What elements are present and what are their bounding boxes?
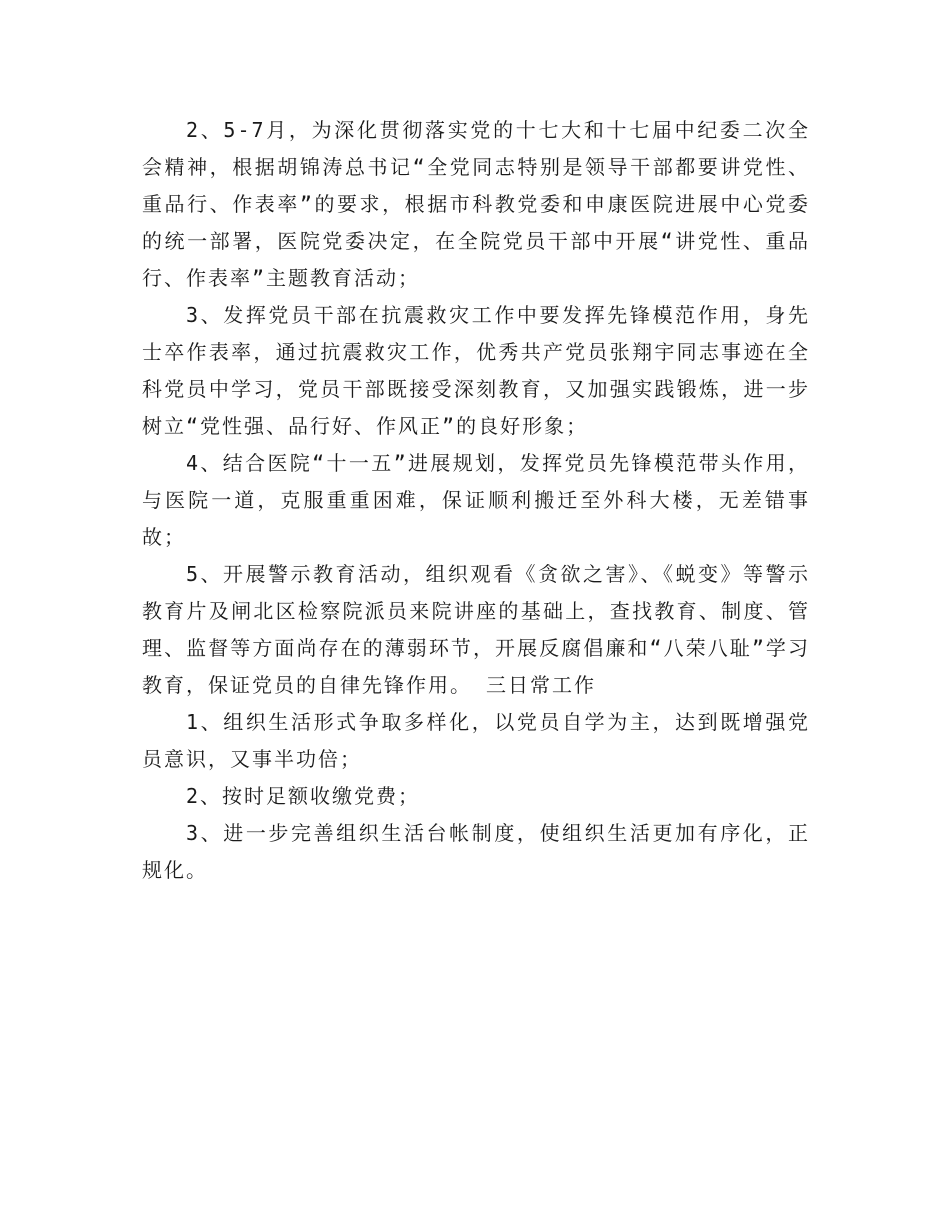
paragraph-daily-work-item-2: 2、按时足额收缴党费； (186, 784, 421, 808)
paragraph-daily-work-item-1: 1、组织生活形式争取多样化，以党员自学为主，达到既增强党员意识，又事半功倍； (142, 710, 810, 771)
paragraph-item-4-hospital-planning: 4、结合医院“十一五”进展规划，发挥党员先锋模范带头作用，与医院一道，克服重重困难，保证顺利搬迁至外科大楼，无差错事故； (142, 451, 810, 549)
paragraph-item-3-earthquake-relief: 3、发挥党员干部在抗震救灾工作中要发挥先锋模范作用，身先士卒作表率，通过抗震救灾工作，优秀共产党员张翔宇同志事迹在全科党员中学习，党员干部既接受深刻教育，又加强实践锻炼，进一步树立“党性强、品行好、作风正”的良好形象； (142, 303, 810, 438)
paragraph-item-5-warning-education: 5、开展警示教育活动，组织观看《贪欲之害》、《蜕变》等警示教育片及闸北区检察院派员来院讲座的基础上，查找教育、制度、管理、监督等方面尚存在的薄弱环节，开展反腐倡廉和“八荣八耻”学习教育，保证党员的自律先锋作用。 三日常工作 (142, 562, 810, 697)
document-body (142, 112, 810, 889)
paragraph-item-2-themed-education: 2、5-7月，为深化贯彻落实党的十七大和十七届中纪委二次全会精神，根据胡锦涛总书记“全党同志特别是领导干部都要讲党性、重品行、作表率”的要求，根据市科教党委和申康医院进展中心党委的统一部署，医院党委决定，在全院党员干部中开展“讲党性、重品行、作表率”主题教育活动； (142, 118, 810, 290)
paragraph-daily-work-item-3: 3、进一步完善组织生活台帐制度，使组织生活更加有序化，正规化。 (142, 821, 810, 882)
